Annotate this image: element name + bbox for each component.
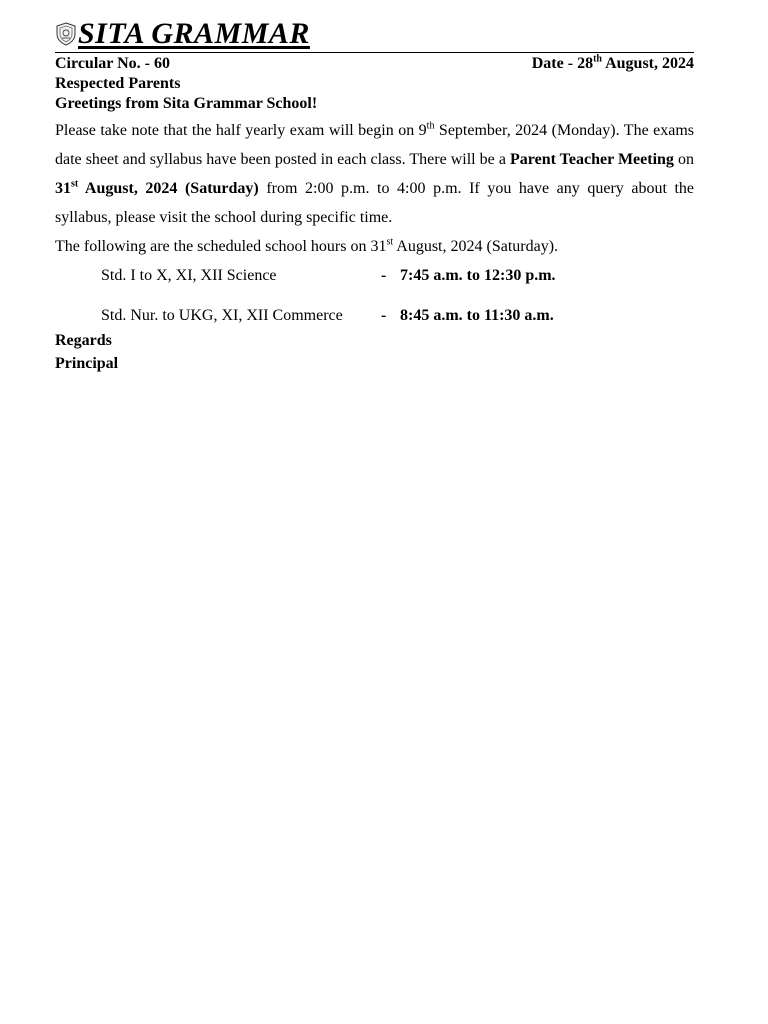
regards: Regards bbox=[55, 332, 112, 349]
signatory: Principal bbox=[55, 355, 119, 372]
timing-hours: 7:45 a.m. to 12:30 p.m. bbox=[400, 267, 556, 284]
letterhead bbox=[55, 14, 694, 53]
school-crest-icon bbox=[55, 22, 77, 46]
circular-number: Circular No. - 60 bbox=[55, 55, 170, 72]
timing-dash: - bbox=[381, 307, 387, 324]
greeting: Greetings from Sita Grammar School! bbox=[55, 95, 318, 112]
circular-document bbox=[55, 14, 694, 375]
circular-meta bbox=[55, 54, 694, 74]
timing-hours: 8:45 a.m. to 11:30 a.m. bbox=[400, 307, 554, 324]
ptm-date: 31st August, 2024 (Saturday) bbox=[55, 178, 259, 197]
timing-row bbox=[101, 306, 694, 326]
timing-standards: Std. Nur. to UKG, XI, XII Commerce bbox=[101, 307, 343, 324]
ptm-label: Parent Teacher Meeting bbox=[510, 151, 674, 168]
salutation: Respected Parents bbox=[55, 75, 181, 92]
notice-paragraph: Please take note that the half yearly exam will begin on 9th September, 2024 (Monday). The exams date sheet and syllabus have been posted in each class. There will be a Parent Teacher Meeting on 31st August, 2024 (Saturday) from 2:00 p.m. to 4:00 p.m. If you have any query about the syllabus, please visit the school during specific time. The following are the scheduled school hours on 31st August, 2024 (Saturday). bbox=[55, 116, 694, 261]
timing-row bbox=[101, 266, 694, 286]
school-name: SITA GRAMMAR bbox=[78, 17, 310, 50]
circular-date: Date - 28th August, 2024 bbox=[531, 53, 694, 72]
closing bbox=[55, 329, 694, 375]
timing-standards: Std. I to X, XI, XII Science bbox=[101, 267, 277, 284]
timing-dash: - bbox=[381, 267, 387, 284]
school-hours-intro: The following are the scheduled school hours on 31st August, 2024 (Saturday). bbox=[55, 236, 559, 255]
